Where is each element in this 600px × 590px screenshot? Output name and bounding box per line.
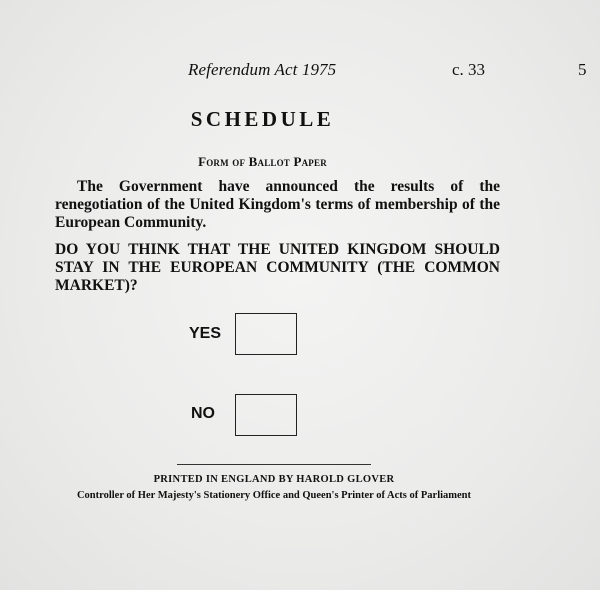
yes-checkbox[interactable]: [235, 313, 297, 355]
ballot-question: DO YOU THINK THAT THE UNITED KINGDOM SHOULD STAY IN THE EUROPEAN COMMUNITY (THE COMMON MARKET)?: [55, 241, 500, 294]
schedule-heading: SCHEDULE: [190, 107, 335, 131]
intro-paragraph: The Government have announced the results of the renegotiation of the United Kingdom's terms of membership of the European Community.: [55, 178, 500, 231]
form-heading: Form of Ballot Paper: [198, 154, 327, 169]
yes-label: YES: [189, 325, 222, 342]
no-checkbox[interactable]: [235, 394, 297, 436]
running-head-title: Referendum Act 1975: [188, 60, 337, 79]
no-label: NO: [191, 405, 215, 422]
printer-line: PRINTED IN ENGLAND BY HAROLD GLOVER: [153, 474, 395, 485]
controller-line: Controller of Her Majesty's Stationery Office and Queen's Printer of Acts of Parliament: [76, 490, 472, 501]
running-head-chapter: c. 33: [452, 60, 486, 79]
page-number: 5: [578, 60, 587, 79]
footer-divider: [177, 464, 371, 465]
